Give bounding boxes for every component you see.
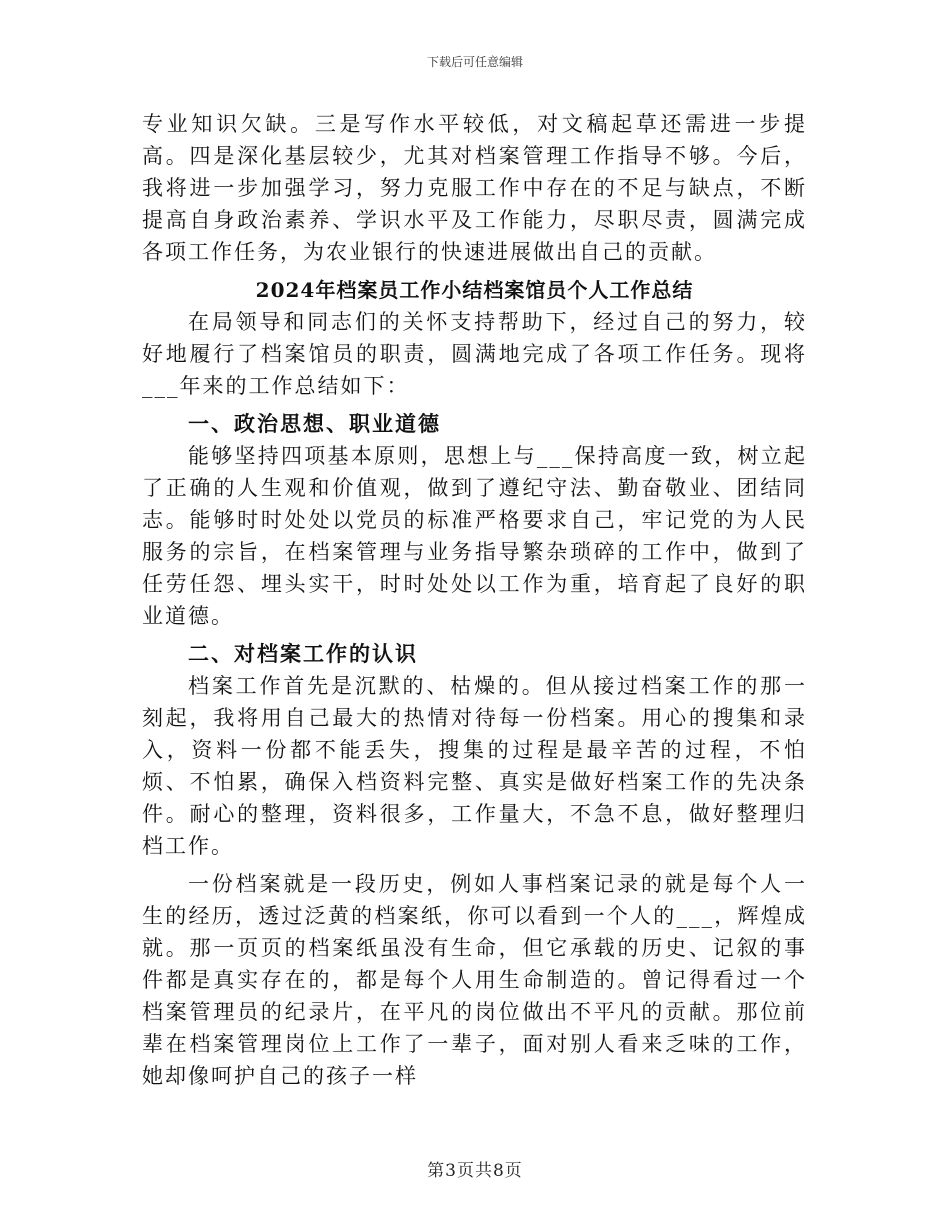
continuation-paragraph: 专业知识欠缺。三是写作水平较低，对文稿起草还需进一步提高。四是深化基层较少，尤其对档案管理工作指导不够。今后，我将进一步加强学习，努力克服工作中存在的不足与缺点，不断提高自身政治素养、学识水平及工作能力，尽职尽责，圆满完成各项工作任务，为农业银行的快速进展做出自己的贡献。 — [142, 112, 807, 264]
section-paragraph-archive-1: 档案工作首先是沉默的、枯燥的。但从接过档案工作的那一刻起，我将用自己最大的热情对待每一份档案。用心的搜集和录入，资料一份都不能丢失，搜集的过程是最辛苦的过程，不怕烦、不怕累，确保入档资料完整、真实是做好档案工作的先决条件。耐心的整理，资料很多，工作量大，不急不息，做好整理归档工作。 — [142, 674, 807, 858]
page-header: 下载后可任意编辑 — [426, 55, 523, 69]
section-heading-archive-work: 二、对档案工作的认识 — [188, 641, 418, 666]
section-paragraph-political: 能够坚持四项基本原则，思想上与___保持高度一致，树立起了正确的人生观和价值观，做到了遵纪守法、勤奋敬业、团结同志。能够时时处处以党员的标准严格要求自己，牢记党的为人民服务的宗旨，在档案管理与业务指导繁杂琐碎的工作中，做到了任劳任怨、埋头实干，时时处处以工作为重，培育起了良好的职业道德。 — [142, 444, 807, 628]
section-heading-political: 一、政治思想、职业道德 — [188, 411, 441, 436]
document-title: 2024年档案员工作小结档案馆员个人工作总结 — [255, 278, 694, 302]
document-body — [142, 108, 807, 1092]
section-paragraph-archive-2: 一份档案就是一段历史，例如人事档案记录的就是每个人一生的经历，透过泛黄的档案纸，你可以看到一个人的___，辉煌成就。那一页页的档案纸虽没有生命，但它承载的历史、记叙的事件都是真实存在的，都是每个人用生命制造的。曾记得看过一个档案管理员的纪录片，在平凡的岗位做出不平凡的贡献。那位前辈在档案管理岗位上工作了一辈子，面对别人看来乏味的工作，她却像呵护自己的孩子一样 — [142, 872, 807, 1088]
intro-paragraph: 在局领导和同志们的关怀支持帮助下，经过自己的努力，较好地履行了档案馆员的职责，圆满地完成了各项工作任务。现将___年来的工作总结如下： — [142, 310, 807, 398]
page-number: 第3页共8页 — [427, 1161, 523, 1181]
